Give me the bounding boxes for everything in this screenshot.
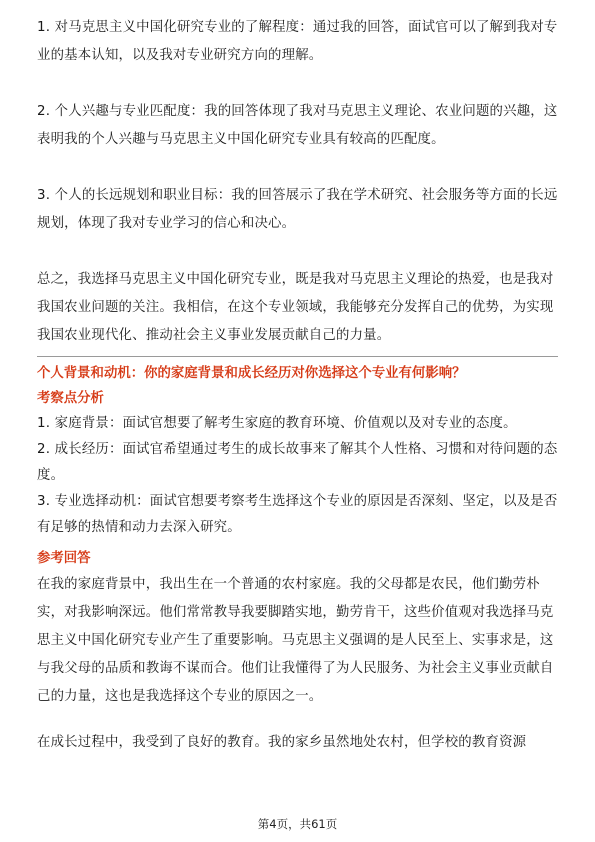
question-heading: 个人背景和动机：你的家庭背景和成长经历对你选择这个专业有何影响？ bbox=[37, 366, 466, 381]
intro-point-2: 2. 个人兴趣与专业匹配度：我的回答体现了我对马克思主义理论、农业问题的兴趣，这表明我的个人兴趣与马克思主义中国化研究专业具有较高的匹配度。 bbox=[37, 104, 558, 147]
summary-paragraph: 总之，我选择马克思主义中国化研究专业，既是我对马克思主义理论的热爱，也是我对我国农业问题的关注。我相信，在这个专业领域，我能够充分发挥自己的优势，为实现我国农业现代化、推动社会主义事业发展贡献自己的力量。 bbox=[37, 272, 554, 343]
analysis-point-1: 1. 家庭背景：面试官想要了解考生家庭的教育环境、价值观以及对专业的态度。 bbox=[37, 416, 517, 431]
page-footer: 第4页，共61页 bbox=[257, 817, 338, 831]
answer-paragraph-1: 在我的家庭背景中，我出生在一个普通的农村家庭。我的父母都是农民，他们勤劳朴实，对我影响深远。他们常常教导我要脚踏实地，勤劳肯干，这些价值观对我选择马克思主义中国化研究专业产生了重要影响。马克思主义强调的是人民至上、实事求是，这与我父母的品质和教诲不谋而合。他们让我懂得了为人民服务、为社会主义事业贡献自己的力量，这也是我选择这个专业的原因之一。 bbox=[37, 577, 554, 704]
analysis-heading: 考察点分析 bbox=[37, 391, 104, 406]
analysis-point-2: 2. 成长经历：面试官希望通过考生的成长故事来了解其个人性格、习惯和对待问题的态度。 bbox=[37, 442, 558, 483]
intro-point-1: 1. 对马克思主义中国化研究专业的了解程度：通过我的回答，面试官可以了解到我对专业的基本认知，以及我对专业研究方向的理解。 bbox=[37, 20, 558, 63]
answer-heading: 参考回答 bbox=[37, 551, 91, 566]
answer-paragraph-2: 在成长过程中，我受到了良好的教育。我的家乡虽然地处农村，但学校的教育资源 bbox=[37, 735, 527, 750]
document-page bbox=[37, 14, 558, 757]
analysis-list bbox=[37, 411, 558, 541]
intro-point-3: 3. 个人的长远规划和职业目标：我的回答展示了我在学术研究、社会服务等方面的长远规划，体现了我对专业学习的信心和决心。 bbox=[37, 188, 558, 231]
section-divider bbox=[37, 356, 558, 357]
analysis-point-3: 3. 专业选择动机：面试官想要考察考生选择这个专业的原因是否深刻、坚定，以及是否有足够的热情和动力去深入研究。 bbox=[37, 494, 558, 535]
